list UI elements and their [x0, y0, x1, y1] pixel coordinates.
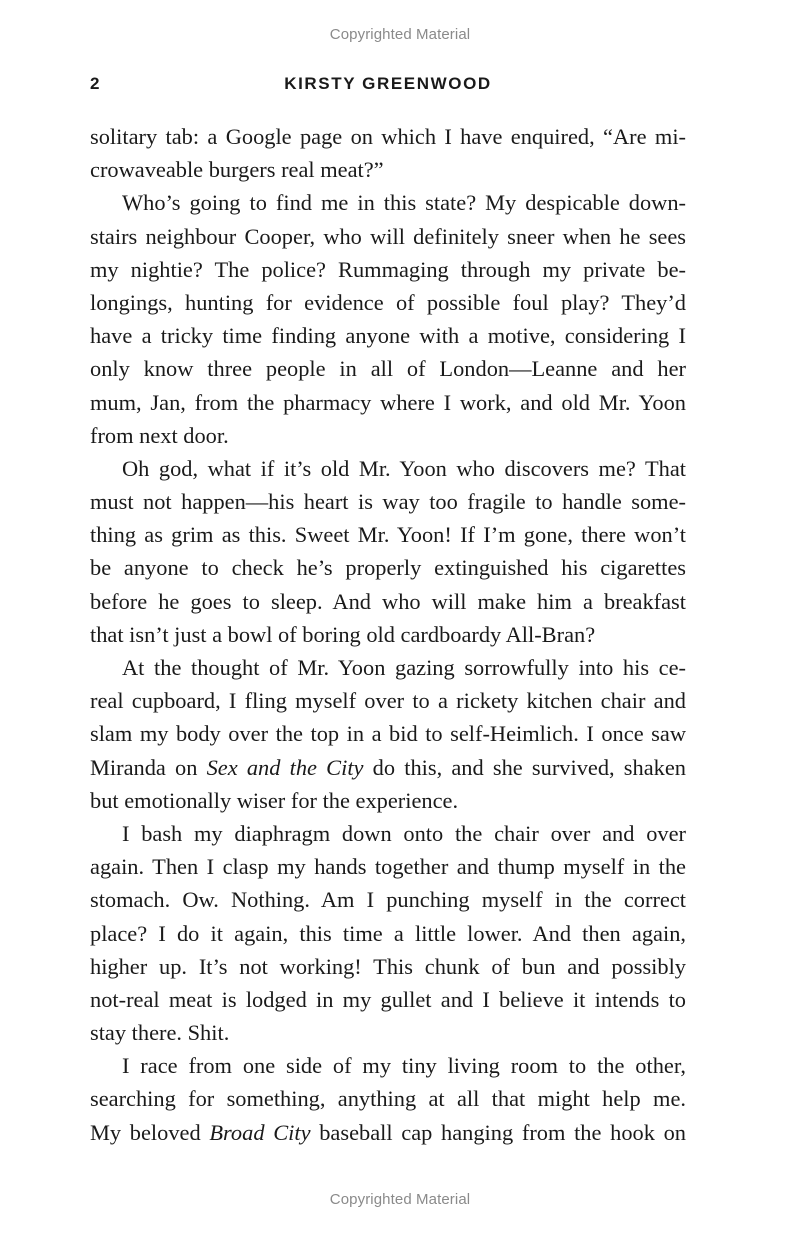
text-line: stairs neighbour Cooper, who will definitely sneer when he sees	[90, 223, 686, 249]
text-line-with-italic	[90, 751, 686, 784]
text-line: At the thought of Mr. Yoon gazing sorrowfully into his ce-	[122, 655, 686, 680]
copyright-watermark-bottom: Copyrighted Material	[329, 1191, 471, 1208]
text-line: only know three people in all of London—Leanne and her	[90, 356, 686, 382]
text-line: be anyone to check he’s properly extinguished his cigarettes	[90, 555, 686, 581]
text-line: before he goes to sleep. And who will make him a breakfast	[90, 588, 686, 614]
text-line: thing as grim as this. Sweet Mr. Yoon! If I’m gone, there won’t	[90, 522, 686, 548]
text-line: not-real meat is lodged in my gullet and I believe it intends to	[90, 986, 686, 1012]
text-line: from next door.	[90, 422, 229, 448]
text-line: that isn’t just a bowl of boring old cardboardy All-Bran?	[90, 621, 596, 647]
text-fragment: My beloved	[90, 1119, 210, 1145]
running-head-author: KIRSTY GREENWOOD	[284, 74, 492, 93]
text-line: I race from one side of my tiny living room to the other,	[122, 1053, 686, 1079]
text-line: must not happen—his heart is way too fragile to handle some-	[90, 489, 686, 515]
text-line: solitary tab: a Google page on which I have enquired, “Are mi-	[90, 124, 686, 149]
text-line: but emotionally wiser for the experience.	[90, 787, 459, 813]
show-title: Sex and the City	[206, 754, 364, 780]
text-line: place? I do it again, this time a little lower. And then again,	[90, 920, 686, 946]
text-line: I bash my diaphragm down onto the chair over and over	[122, 820, 686, 846]
text-line: Oh god, what if it’s old Mr. Yoon who discovers me? That	[122, 455, 686, 481]
show-title: Broad City	[209, 1119, 311, 1145]
body-text	[90, 120, 686, 1149]
text-line: my nightie? The police? Rummaging through my private be-	[90, 256, 686, 282]
text-fragment: do this, and she survived, shaken	[363, 754, 686, 780]
text-line: longings, hunting for evidence of possible foul play? They’d	[90, 289, 686, 315]
text-line-with-italic	[90, 1116, 686, 1149]
text-line: real cupboard, I fling myself over to a rickety kitchen chair and	[90, 688, 686, 714]
text-fragment: baseball cap hanging from the hook on	[310, 1119, 686, 1145]
text-line: again. Then I clasp my hands together and thump myself in the	[90, 854, 686, 880]
text-line: higher up. It’s not working! This chunk of bun and possibly	[90, 953, 686, 979]
text-fragment: Miranda on	[90, 754, 207, 780]
text-line: searching for something, anything at all that might help me.	[90, 1086, 686, 1112]
text-line: have a tricky time finding anyone with a motive, considering I	[90, 323, 686, 349]
text-line: stay there. Shit.	[90, 1020, 230, 1046]
page-number: 2	[90, 74, 100, 93]
text-line: stomach. Ow. Nothing. Am I punching myself in the correct	[90, 887, 686, 913]
copyright-watermark-top: Copyrighted Material	[329, 26, 471, 43]
text-line: crowaveable burgers real meat?”	[90, 157, 384, 183]
text-line: slam my body over the top in a bid to self-Heimlich. I once saw	[90, 721, 686, 747]
text-line: Who’s going to find me in this state? My despicable down-	[122, 190, 686, 216]
text-line: mum, Jan, from the pharmacy where I work, and old Mr. Yoon	[90, 389, 686, 415]
